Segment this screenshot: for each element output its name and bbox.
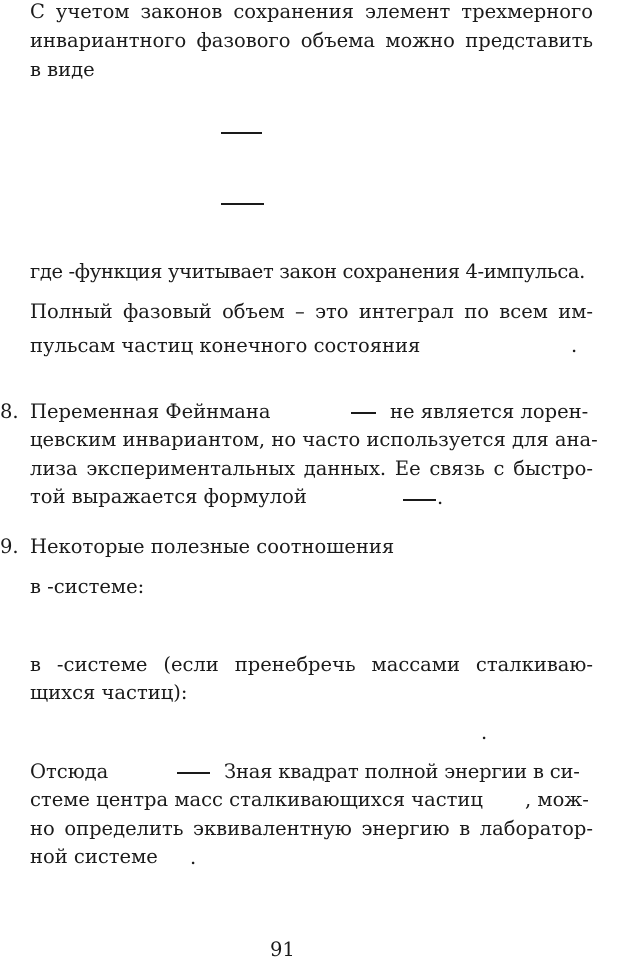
period-mark: . xyxy=(190,846,197,869)
formula-fraction-bar xyxy=(221,203,264,205)
item9-line-c4: ной системе xyxy=(30,845,158,868)
item9-line-c1a: Отсюда xyxy=(30,760,109,783)
para1-line-1: С учетом законов сохранения элемент трехмерного xyxy=(30,0,593,23)
item9-number: 9. xyxy=(0,535,19,558)
formula-fraction-bar xyxy=(403,499,436,501)
period-mark: . xyxy=(571,334,578,357)
para1-line-2: инвариантного фазового объема можно представить xyxy=(30,29,593,52)
formula-fraction-bar xyxy=(221,132,262,134)
item8-line-1a: Переменная Фейнмана xyxy=(30,400,271,423)
item9-line-c2b: , мож- xyxy=(525,788,589,811)
formula-fraction-bar xyxy=(177,772,210,774)
item9-line-b2: щихся частиц): xyxy=(30,681,188,704)
item9-line-c1b: Зная квадрат полной энергии в си- xyxy=(224,760,580,783)
item9-line-b1: в -системе (если пренебречь массами сталкиваю- xyxy=(30,653,593,676)
formula-fraction-bar xyxy=(351,412,376,414)
item8-line-2: цевским инвариантом, но часто используется для ана- xyxy=(30,428,598,451)
para3-line-1: Полный фазовый объем – это интеграл по всем им- xyxy=(30,300,593,323)
page-number: 91 xyxy=(270,938,295,961)
item9-line-c2a: стеме центра масс сталкивающихся частиц xyxy=(30,788,483,811)
item9-line-c3: но определить эквивалентную энергию в лаборатор- xyxy=(30,817,593,840)
period-mark: . xyxy=(437,486,444,509)
para1-line-3: в виде xyxy=(30,58,95,81)
item8-line-1b: не является лорен- xyxy=(390,400,589,423)
para3-line-2: пульсам частиц конечного состояния xyxy=(30,334,421,357)
item9-line-a: в -системе: xyxy=(30,575,145,598)
item8-line-4: той выражается формулой xyxy=(30,485,307,508)
period-mark: . xyxy=(481,721,488,744)
para2-line: где -функция учитывает закон сохранения 4-импульса. xyxy=(30,260,586,283)
item8-number: 8. xyxy=(0,400,19,423)
item8-line-3: лиза экспериментальных данных. Ее связь с быстро- xyxy=(30,457,593,480)
item9-title: Некоторые полезные соотношения xyxy=(30,535,395,558)
